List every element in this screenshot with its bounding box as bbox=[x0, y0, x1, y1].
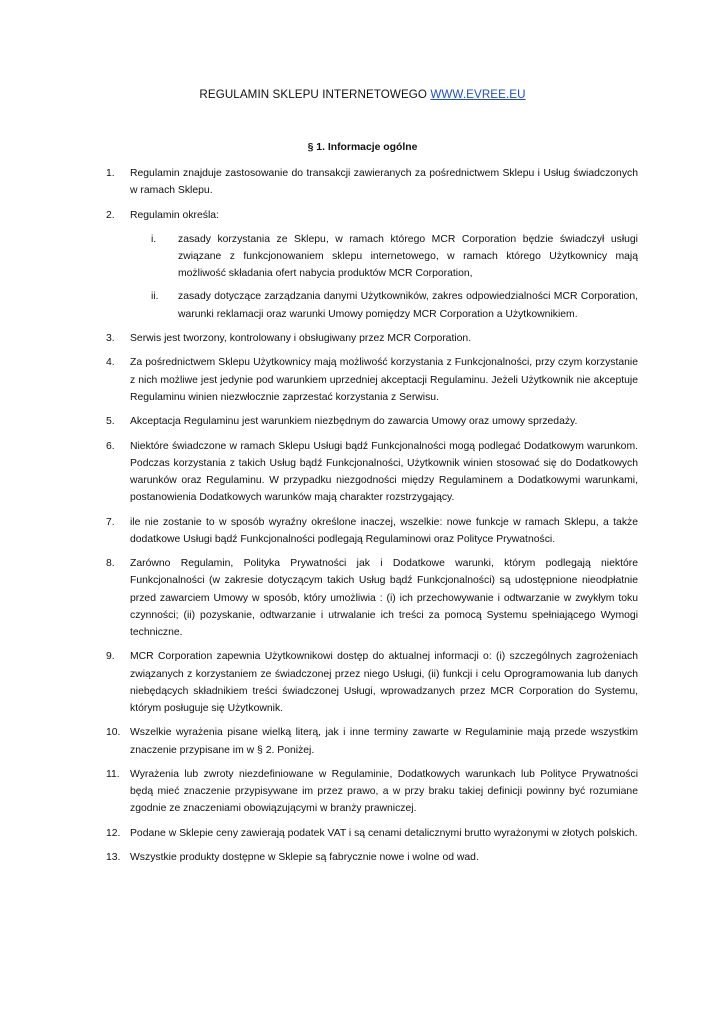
list-item bbox=[106, 413, 638, 430]
sub-list-item-text: zasady dotyczące zarządzania danymi Użytkowników, zakres odpowiedzialności MCR Corporation, warunki reklamacji oraz warunki Umowy pomiędzy MCR Corporation a Użytkownikiem. bbox=[178, 291, 638, 320]
website-link[interactable]: WWW.EVREE.EU bbox=[430, 88, 526, 101]
sub-list-item-text: zasady korzystania ze Sklepu, w ramach którego MCR Corporation będzie świadczył usługi związane z funkcjonowaniem sklepu internetowego, w ramach którego Użytkownicy mają możliwość składania ofert nabycia produktów MCR Corporation, bbox=[178, 233, 638, 280]
terms-list bbox=[106, 165, 638, 874]
list-item-text: Za pośrednictwem Sklepu Użytkownicy mają możliwość korzystania z Funkcjonalności, przy czym korzystanie z nich możliwe jest jedynie pod warunkiem uprzedniej akceptacji Regulaminu. Jeżeli Użytkownik nie akceptuje Regulaminu winien niezwłocznie zaprzestać korzystania z Serwisu. bbox=[130, 357, 638, 403]
list-item bbox=[106, 825, 638, 842]
list-item bbox=[106, 648, 638, 717]
list-item-number: 8. bbox=[106, 558, 115, 570]
list-item-text: Regulamin określa: bbox=[130, 209, 219, 221]
sub-list-item bbox=[130, 231, 638, 283]
list-item bbox=[106, 849, 638, 866]
sub-list-item-number: i. bbox=[151, 233, 157, 245]
list-item-text: Akceptacja Regulaminu jest warunkiem niezbędnym do zawarcia Umowy oraz umowy sprzedaży. bbox=[130, 416, 578, 428]
list-item-number: 1. bbox=[106, 168, 115, 179]
list-item-number: 12. bbox=[106, 827, 121, 839]
list-item-number: 13. bbox=[106, 852, 121, 864]
sub-list-item bbox=[130, 288, 638, 322]
list-item bbox=[106, 555, 638, 641]
list-item-number: 11. bbox=[106, 768, 120, 780]
sub-list-item-number: ii. bbox=[151, 291, 159, 303]
list-item bbox=[106, 766, 638, 818]
list-item-number: 6. bbox=[106, 440, 115, 452]
list-item-text: Wyrażenia lub zwroty niezdefiniowane w Regulaminie, Dodatkowych warunkach lub Polityce Prywatności będą mieć znaczenie przypisywane im przez prawo, a w przy braku takiej definicji powinny być rozumiane zgodnie ze znaczeniami obowiązującymi w branży prawniczej. bbox=[130, 768, 638, 815]
list-item bbox=[106, 354, 638, 406]
list-item-text: Niektóre świadczone w ramach Sklepu Usługi bądź Funkcjonalności mogą podlegać Dodatkowym warunkom. Podczas korzystania z takich Usług bądź Funkcjonalności, Użytkownik winien stosować się do Dodatkowych warunków oraz Regulaminu. W przypadku niezgodności między Regulaminem a Dodatkowymi warunkami, postanowienia Dodatkowych warunków mają charakter rozstrzygający. bbox=[130, 440, 638, 504]
list-item bbox=[106, 330, 638, 347]
list-item-text: MCR Corporation zapewnia Użytkownikowi dostęp do aktualnej informacji o: (i) szczególnych zagrożeniach związanych z korzystaniem ze świadczonej przez niego Usługi, (ii) funkcji i celu Oprogramowania lub danych niebędących składnikiem treści świadczonej Usługi, wprowadzanych przez MCR Corporation do Systemu, którym posługuje się Użytkownik. bbox=[130, 651, 638, 714]
list-item bbox=[106, 438, 638, 507]
document-title-text: REGULAMIN SKLEPU INTERNETOWEGO bbox=[199, 88, 431, 101]
list-item bbox=[106, 514, 638, 548]
list-item-text: Wszystkie produkty dostępne w Sklepie są fabrycznie nowe i wolne od wad. bbox=[130, 852, 479, 864]
list-item-number: 3. bbox=[106, 333, 115, 344]
list-item bbox=[106, 724, 638, 758]
document-title bbox=[0, 88, 725, 101]
list-item-text: ile nie zostanie to w sposób wyraźny określone inaczej, wszelkie: nowe funkcje w ramach Sklepu, a także dodatkowe Usługi bądź Funkcjonalności podlegają Regulaminowi oraz Polityce Prywatności. bbox=[130, 516, 638, 545]
list-item-text: Podane w Sklepie ceny zawierają podatek VAT i są cenami detalicznymi brutto wyrażonymi w złotych polskich. bbox=[130, 827, 638, 839]
list-item-number: 4. bbox=[106, 357, 115, 369]
list-item-number: 2. bbox=[106, 209, 115, 221]
list-item-text: Zarówno Regulamin, Polityka Prywatności jak i Dodatkowe warunki, którym podlegają niektóre Funkcjonalności (w zakresie dotyczącym takich Usług bądź Funkcjonalności) są udostępnione nieodpłatnie przed zawarciem Umowy w sposób, który umożliwia : (i) ich przechowywanie i odtwarzanie w zwykłym toku czynności; (ii) pozyskanie, odtwarzanie i utrwalanie ich treści za pomocą Systemu spełniającego Wymogi techniczne. bbox=[130, 558, 638, 638]
sub-list bbox=[130, 231, 638, 323]
list-item-number: 5. bbox=[106, 416, 115, 428]
list-item-number: 7. bbox=[106, 516, 115, 528]
list-item-number: 9. bbox=[106, 651, 115, 663]
list-item-text: Serwis jest tworzony, kontrolowany i obsługiwany przez MCR Corporation. bbox=[130, 333, 472, 344]
list-item bbox=[106, 207, 638, 323]
list-item bbox=[106, 165, 638, 199]
section-heading: § 1. Informacje ogólne bbox=[307, 142, 418, 153]
list-item-text: Regulamin znajduje zastosowanie do transakcji zawieranych za pośrednictwem Sklepu i Usług świadczonych w ramach Sklepu. bbox=[130, 168, 638, 197]
list-item-text: Wszelkie wyrażenia pisane wielką literą, jak i inne terminy zawarte w Regulaminie mają przede wszystkim znaczenie przypisane im w § 2. Poniżej. bbox=[130, 727, 638, 756]
list-item-number: 10. bbox=[106, 727, 121, 739]
